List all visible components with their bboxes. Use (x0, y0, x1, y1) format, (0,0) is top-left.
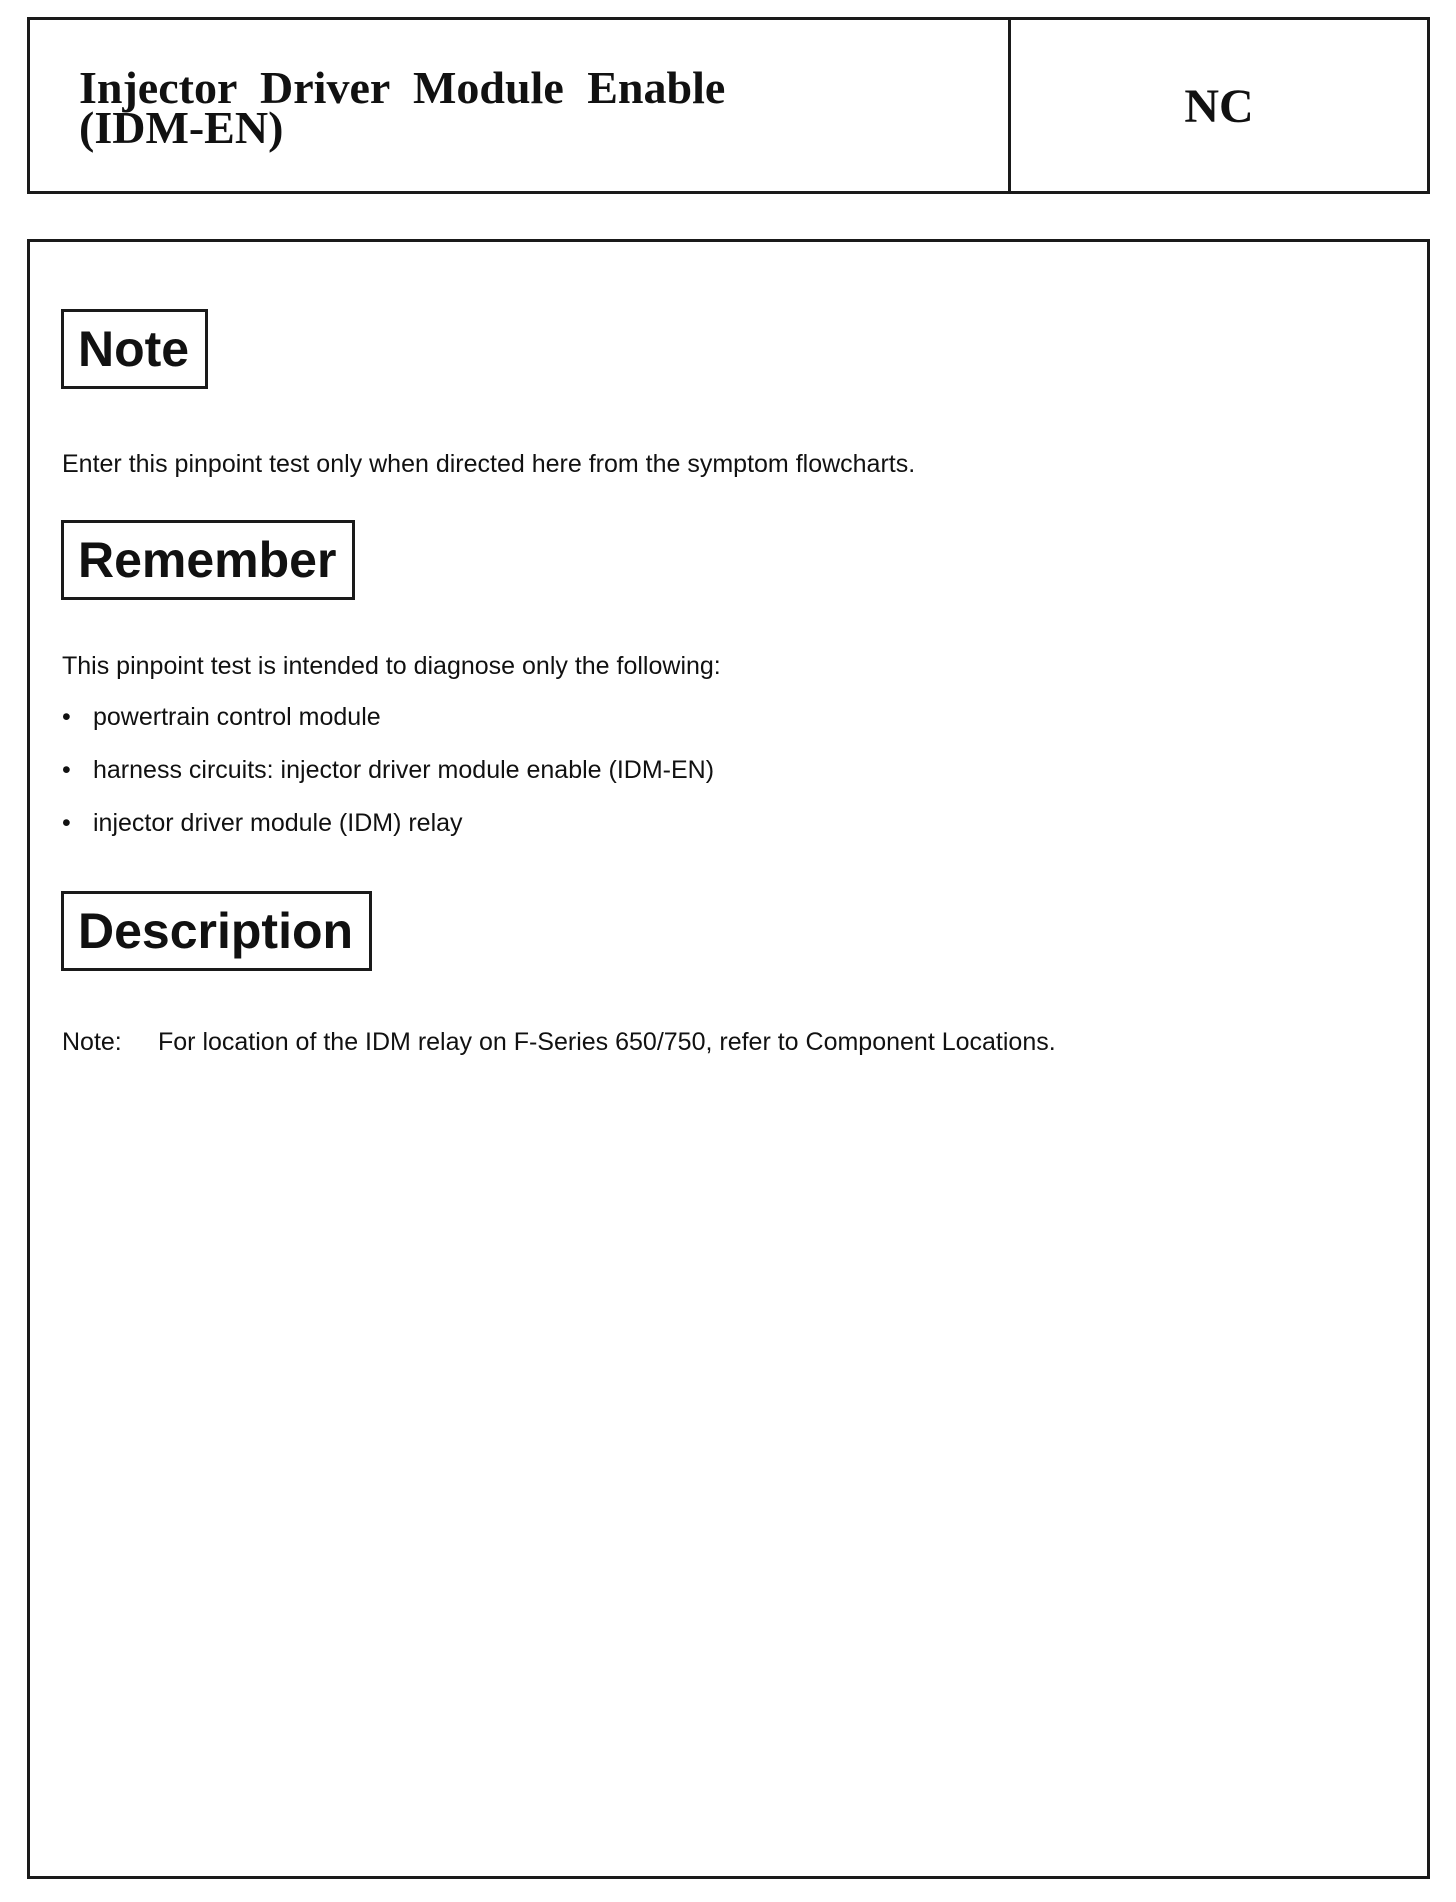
test-code: NC (1184, 80, 1254, 133)
list-item (62, 808, 714, 861)
description-heading: Description (61, 891, 372, 971)
bullet-icon: • (62, 756, 71, 784)
page-title: Injector Driver Module Enable (IDM-EN) (79, 62, 726, 153)
header-code-cell (1011, 20, 1427, 191)
list-item-text: injector driver module (IDM) relay (93, 809, 463, 837)
remember-intro: This pinpoint test is intended to diagnose only the following: (62, 652, 721, 680)
note-heading: Note (61, 309, 208, 389)
header-title-cell (30, 20, 1011, 191)
remember-list (62, 702, 714, 861)
bullet-icon: • (62, 703, 71, 731)
remember-heading: Remember (61, 520, 355, 600)
description-note-label: Note: (62, 1028, 122, 1056)
list-item-text: harness circuits: injector driver module enable (IDM-EN) (93, 756, 715, 784)
list-item (62, 702, 714, 755)
bullet-icon: • (62, 809, 71, 837)
list-item (62, 755, 714, 808)
list-item-text: powertrain control module (93, 703, 381, 731)
note-text: Enter this pinpoint test only when directed here from the symptom flowcharts. (62, 450, 916, 478)
header-box (27, 17, 1430, 194)
description-note-text: For location of the IDM relay on F-Series 650/750, refer to Component Locations. (158, 1028, 1056, 1056)
main-content-box (27, 239, 1430, 1879)
description-note (62, 1027, 1056, 1057)
